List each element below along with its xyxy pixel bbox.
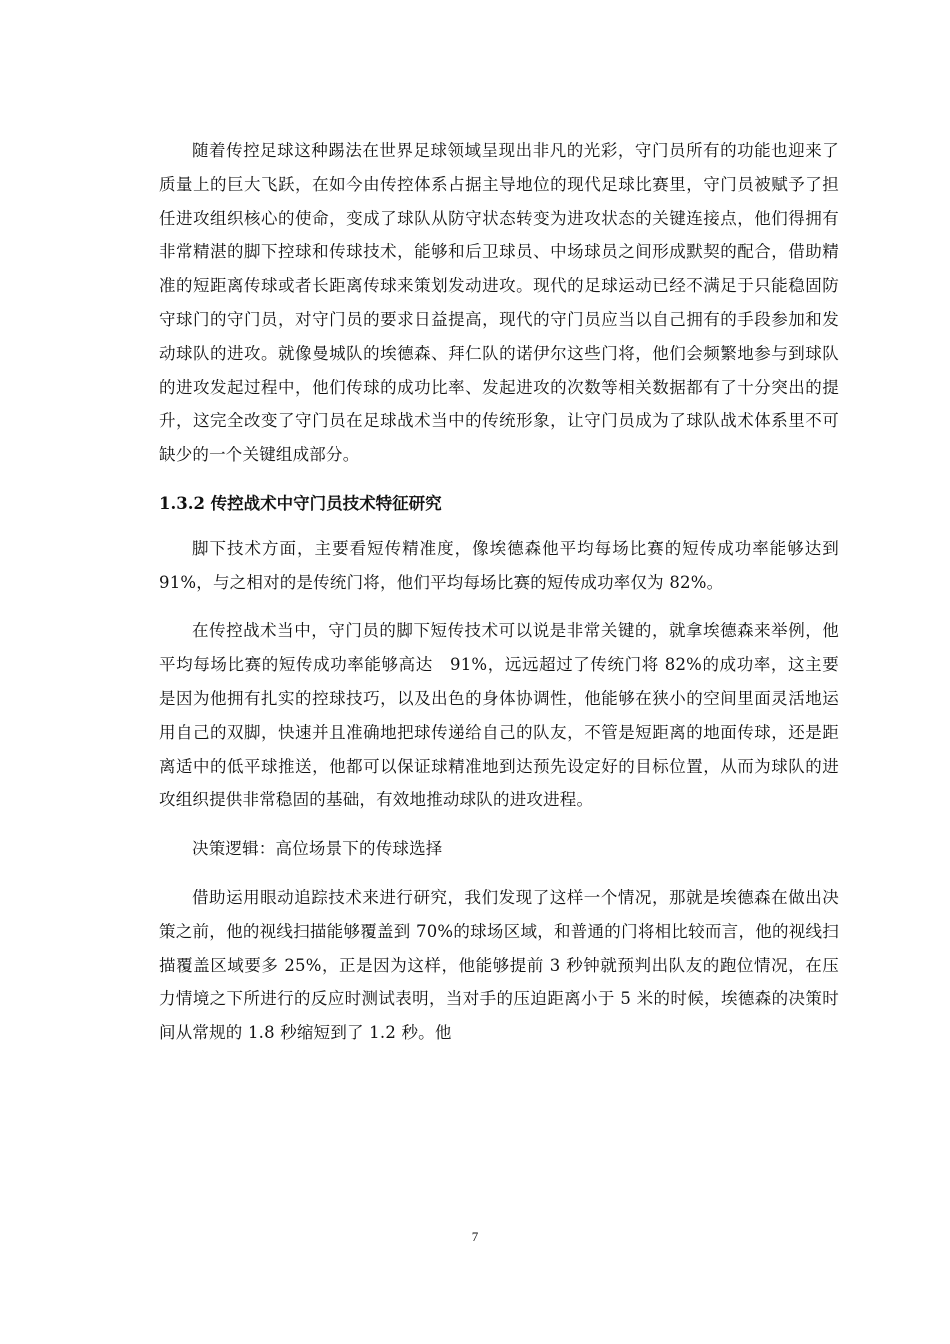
subheading-paragraph: 决策逻辑：高位场景下的传球选择 <box>192 839 443 859</box>
document-body <box>159 134 839 1065</box>
body-paragraph: 在传控战术当中，守门员的脚下短传技术可以说是非常关键的，就拿埃德森来举例，他平均每场比赛的短传成功率能够高达 91%，远远超过了传统门将 82%的成功率，这主要是因为他拥有扎实的控球技巧，以及出色的身体协调性，他能够在狭小的空间里面灵活地运用自己的双脚，快速并且准确地把球传递给自己的队友，不管是短距离的地面传球，还是距离适中的低平球推送，他都可以保证球精准地到达预先设定好的目标位置，从而为球队的进攻组织提供非常稳固的基础，有效地推动球队的进攻进程。 <box>159 621 839 810</box>
body-paragraph: 借助运用眼动追踪技术来进行研究，我们发现了这样一个情况，那就是埃德森在做出决策之前，他的视线扫描能够覆盖到 70%的球场区域，和普通的门将相比较而言，他的视线扫描覆盖区域要多 25%，正是因为这样，他能够提前 3 秒钟就预判出队友的跑位情况，在压力情境之下所进行的反应时测试表明，当对手的压迫距离小于 5 米的时候，埃德森的决策时间从常规的 1.8 秒缩短到了 1.2 秒。他 <box>159 887 839 1043</box>
page-number: 7 <box>471 1229 479 1244</box>
section-heading: 1.3.2 传控战术中守门员技术特征研究 <box>159 493 442 513</box>
body-paragraph: 脚下技术方面，主要看短传精准度，像埃德森他平均每场比赛的短传成功率能够达到 91%，与之相对的是传统门将，他们平均每场比赛的短传成功率仅为 82%。 <box>159 538 839 592</box>
body-paragraph: 随着传控足球这种踢法在世界足球领域呈现出非凡的光彩，守门员所有的功能也迎来了质量上的巨大飞跃，在如今由传控体系占据主导地位的现代足球比赛里，守门员被赋予了担任进攻组织核心的使命，变成了球队从防守状态转变为进攻状态的关键连接点，他们得拥有非常精湛的脚下控球和传球技术，能够和后卫球员、中场球员之间形成默契的配合，借助精准的短距离传球或者长距离传球来策划发动进攻。现代的足球运动已经不满足于只能稳固防守球门的守门员，对守门员的要求日益提高，现代的守门员应当以自己拥有的手段参加和发动球队的进攻。就像曼城队的埃德森、拜仁队的诺伊尔这些门将，他们会频繁地参与到球队的进攻发起过程中，他们传球的成功比率、发起进攻的次数等相关数据都有了十分突出的提升，这完全改变了守门员在足球战术当中的传统形象，让守门员成为了球队战术体系里不可缺少的一个关键组成部分。 <box>159 141 839 465</box>
